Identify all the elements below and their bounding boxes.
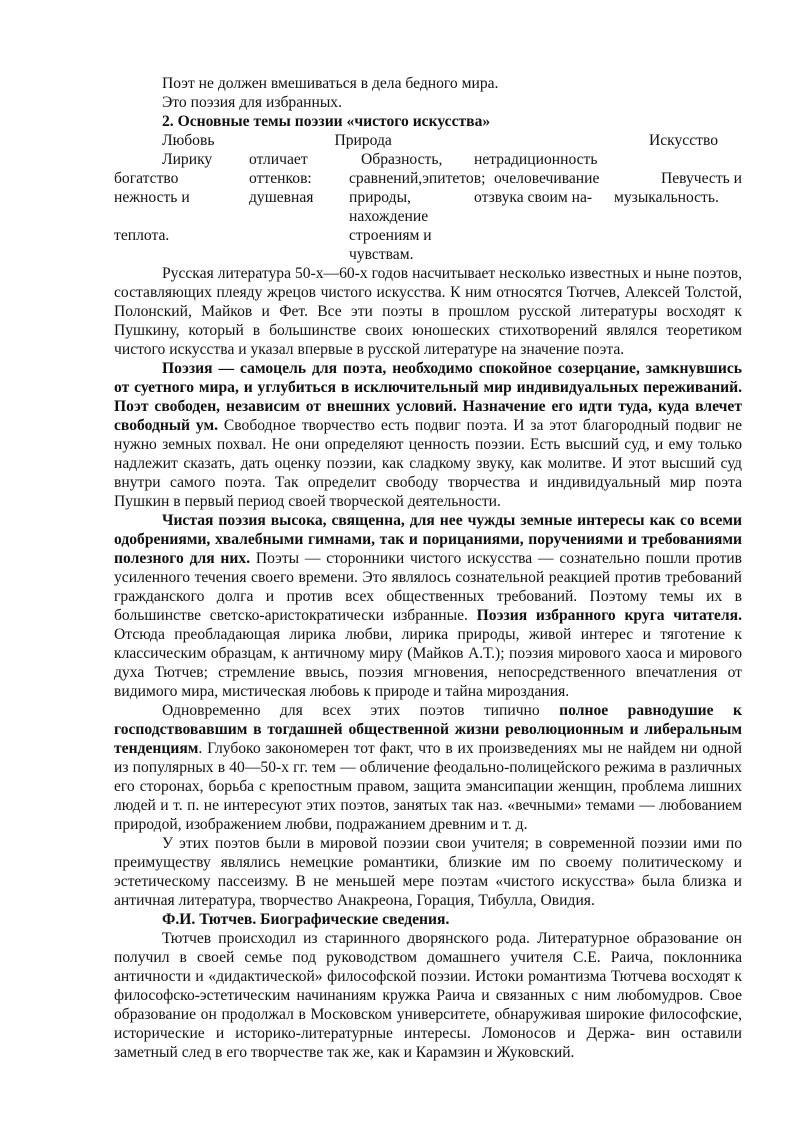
cell: Певучесть и	[660, 170, 742, 187]
cell: оттенков:	[249, 170, 312, 187]
paragraph-text: Отсюда преобладающая лирика любви, лирика природы, живой интерес и тяготение к классическим образцам, к античному миру (Майков А.Т.); поэзия мирового хаоса и мирового духа Тютчев; стремление ввысь, поэзия мгновения, непосредственного впечатления от видимого мира, мистическая любовь к природе и тайна мироздания.	[114, 626, 742, 700]
cell: строениям и чувствам.	[349, 227, 432, 263]
paragraph: Тютчев происходил из старинного дворянского рода. Литературное образование он получил в своей семье под руководством домашнего учителя С.Е. Раича, поклонника античности и «дидактической» философской поэзии. Истоки романтизма Тютчева восходят к философско-эстетическим начинаниям кружка Раича и связанных с ним любомудров. Свое образование он продолжал в Московском университете, обнаруживая широкие философские, исторические и историко-литературные интересы. Ломоносов и Держа- вин оставили заметный след в его творчестве так же, как и Карамзин и Жуковский.	[114, 930, 742, 1061]
intro-line: Это поэзия для избранных.	[162, 94, 343, 111]
cell: природы, нахождение	[349, 189, 429, 225]
themes-table-body	[114, 150, 742, 264]
paragraph	[114, 359, 742, 511]
cell: душевная	[249, 189, 314, 206]
cell: отличает	[249, 151, 308, 168]
emphasis: Поэзия избранного круга читателя.	[476, 607, 742, 624]
cell: сравнений,эпитетов;	[349, 170, 486, 187]
paragraph-text: Одновременно для всех этих поэтов типично	[162, 702, 560, 719]
section-heading: Ф.И. Тютчев. Биографические сведения.	[162, 911, 450, 928]
cell	[249, 226, 349, 264]
themes-table	[114, 131, 742, 150]
theme-art: Искусство	[648, 132, 718, 149]
cell: нежность и	[114, 189, 190, 206]
cell	[474, 226, 614, 264]
intro-line: Поэт не должен вмешиваться в дела бедного мира.	[162, 75, 499, 92]
emphasis: Поэзия — самоцель для поэта, необходимо спокойное созерцание, замкнувшись от суетного мира, и углубиться в исключительный мир индивидуальных переживаний. Поэт свободен, независим от внешних условий. Назначение его идти туда, куда влечет свободный ум.	[114, 360, 742, 434]
section-heading: 2. Основные темы поэзии «чистого искусства»	[162, 113, 491, 130]
theme-nature: Природа	[334, 132, 392, 149]
cell: отзвука своим на-	[474, 189, 593, 206]
paragraph: У этих поэтов были в мировой поэзии свои учителя; в современной поэзии ими по преимуществу являлись немецкие романтики, близкие им по своему политическому и эстетическому пассеизму. В не меньшей мере поэтам «чистого искусства» была близка и античная литература, творчество Анакреона, Горация, Тибулла, Овидия.	[114, 835, 742, 909]
cell	[614, 226, 742, 264]
paragraph-text: Поэты — сторонники чистого искусства — сознательно пошли против усиленного течения своего времени. Это являлось сознательной реакцией против требований гражданского долга и против всех общественных требований. Поэтому темы их в большинстве светско-аристократически избранные.	[114, 550, 743, 624]
cell	[614, 150, 742, 169]
paragraph-text: . Глубоко закономерен тот факт, что в их произведениях мы не найдем ни одной из популярных в 40—50-х гг. тем — обличение феодально-полицейского режима в различных его сторонах, борьба с крепостным правом, защита эмансипации женщин, проблема лишних людей и т. п. не интересуют этих поэтов, занятых так наз. «вечными» темами — любованием природой, изображением любви, подражанием древним и т. д.	[114, 740, 742, 833]
cell: теплота.	[114, 227, 170, 244]
paragraph	[114, 511, 742, 701]
paragraph-text: Свободное творчество есть подвиг поэта. И за этот благородный подвиг не нужно земных похвал. Не они определяют ценность поэзии. Есть высший суд, и ему только надлежит сказать, дать оценку поэзии, как сладкому звуку, как молитве. И этот высший суд внутри самого поэта. Так определит свободу творчества и индивидуальный мир поэта Пушкин в первый период своей творческой деятельности.	[114, 417, 743, 510]
paragraph: Русская литература 50-х—60-х годов насчитывает несколько известных и ныне поэтов, составляющих плеяду жрецов чистого искусства. К ним относятся Тютчев, Алексей Толстой, Полонский, Майков и Фет. Все эти поэты в прошлом русской литературы восходят к Пушкину, который в большинстве своих юношеских стихотворений являлся теоретиком чистого искусства и указал впервые в русской литературе на значение поэта.	[114, 265, 742, 358]
cell: Лирику	[162, 151, 213, 168]
emphasis: полное равнодушие к господствовавшим в тогдашней общественной жизни революционным и либеральным тенденциям	[114, 702, 742, 757]
paragraph	[114, 701, 742, 834]
cell: очеловечивание	[494, 170, 600, 187]
cell: музыкальность.	[614, 189, 719, 206]
emphasis: Чистая поэзия высока, священна, для нее чужды земные интересы как со всеми одобрениями, хвалебными гимнами, так и порицаниями, поручениями и требованиями полезного для них.	[114, 512, 742, 567]
theme-love: Любовь	[162, 132, 215, 149]
document-page	[114, 74, 742, 1062]
cell: богатство	[114, 170, 179, 187]
cell: нетрадиционность	[474, 151, 598, 168]
cell: Образность,	[361, 151, 443, 168]
